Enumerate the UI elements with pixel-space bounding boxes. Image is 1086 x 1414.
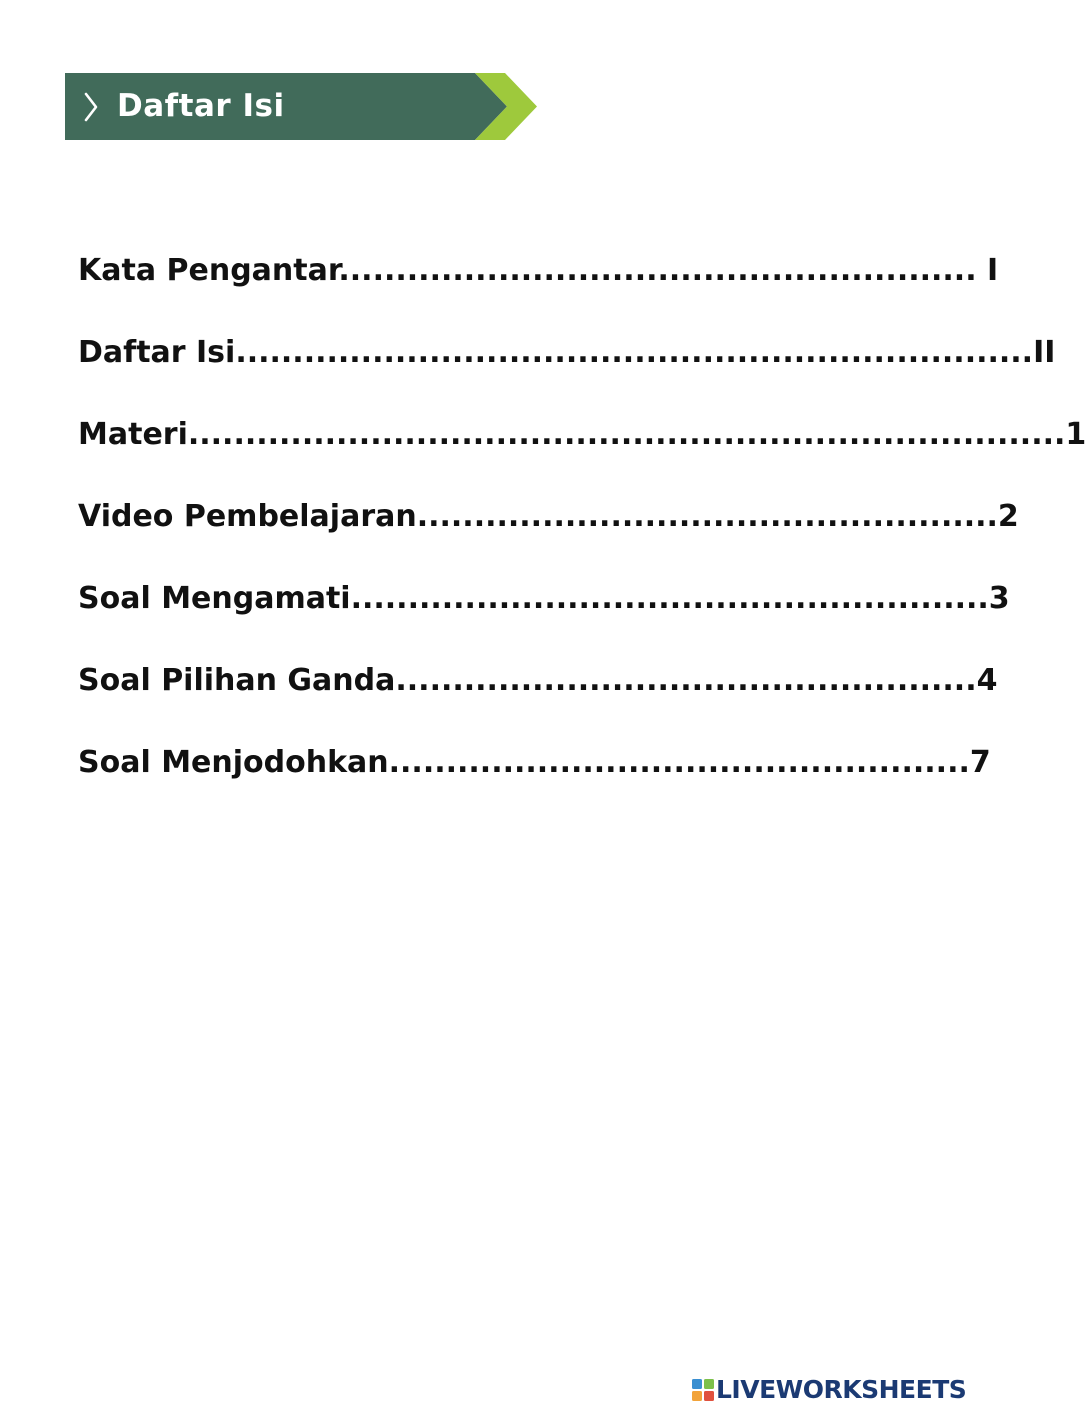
toc-entry-video-pembelajaran: Video Pembelajaran...................................................2: [78, 499, 1019, 534]
watermark-text: LIVEWORKSHEETS: [716, 1375, 967, 1404]
section-header-banner: [65, 73, 537, 140]
toc-entry-kata-pengantar: Kata Pengantar........................................................ I: [78, 253, 999, 288]
toc-entry-materi: Materi.............................................................................1: [78, 417, 1086, 452]
chevron-right-icon: [81, 91, 101, 123]
toc-entry-soal-menjodohkan: Soal Menjodohkan...................................................7: [78, 745, 991, 780]
liveworksheets-watermark: [692, 1373, 966, 1407]
liveworksheets-logo-icon: [692, 1378, 714, 1402]
toc-entry-soal-pilihan-ganda: Soal Pilihan Ganda...................................................4: [78, 663, 998, 698]
page-title: Daftar Isi: [117, 88, 285, 124]
table-of-contents: [78, 248, 1086, 822]
toc-entry-soal-mengamati: Soal Mengamati........................................................3: [78, 581, 1010, 616]
toc-entry-daftar-isi: Daftar Isi......................................................................II: [78, 335, 1056, 370]
